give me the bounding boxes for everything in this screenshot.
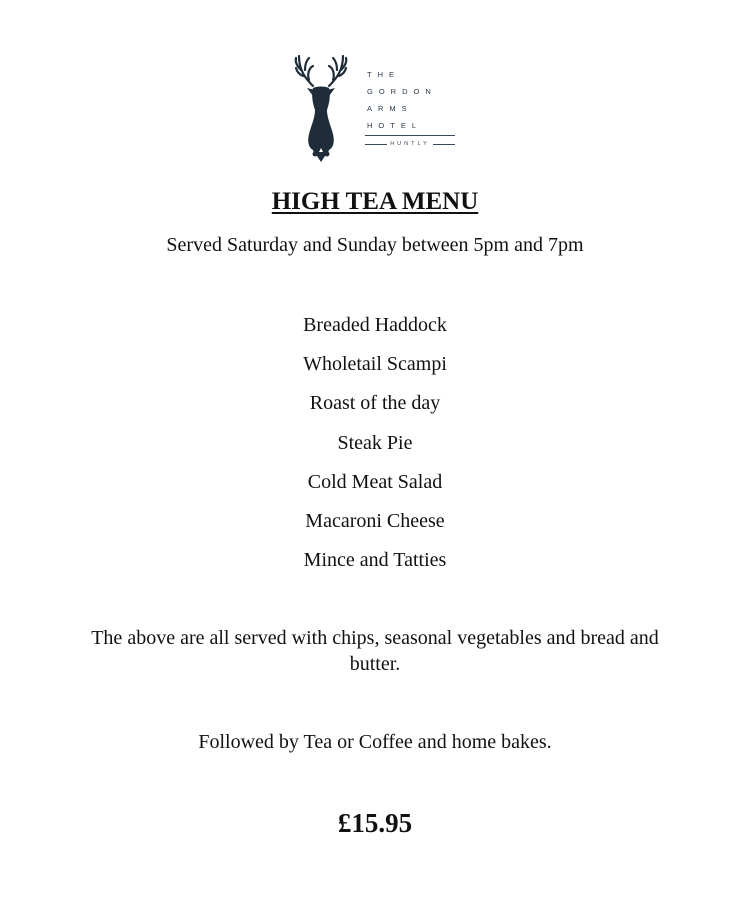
menu-item-list [0, 312, 750, 586]
menu-item: Wholetail Scampi [303, 353, 447, 376]
wordmark-line: HOTEL [367, 121, 423, 130]
menu-item: Breaded Haddock [303, 314, 447, 336]
location-label: HUNTLY [390, 141, 430, 147]
menu-title: HIGH TEA MENU [271, 188, 479, 215]
logo-location [365, 141, 455, 147]
menu-item: Roast of the day [309, 392, 441, 415]
menu-item: Mince and Tatties [303, 549, 447, 572]
hotel-wordmark [367, 66, 437, 134]
wordmark-line: ARMS [367, 104, 413, 113]
hotel-logo [293, 48, 463, 166]
menu-follow-note: Followed by Tea or Coffee and home bakes. [198, 731, 552, 753]
wordmark-line: THE [367, 70, 400, 79]
stag-head-icon [293, 48, 349, 164]
menu-item: Cold Meat Salad [307, 470, 443, 493]
menu-price: £15.95 [337, 808, 413, 838]
logo-divider [365, 135, 455, 136]
menu-subtitle: Served Saturday and Sunday between 5pm and 7pm [166, 234, 584, 256]
wordmark-line: GORDON [367, 87, 437, 96]
menu-item: Macaroni Cheese [305, 509, 445, 532]
location-dash [433, 144, 455, 145]
menu-note: The above are all served with chips, seasonal vegetables and bread and butter. [91, 627, 659, 675]
menu-item: Steak Pie [337, 431, 413, 454]
location-dash [365, 144, 387, 145]
